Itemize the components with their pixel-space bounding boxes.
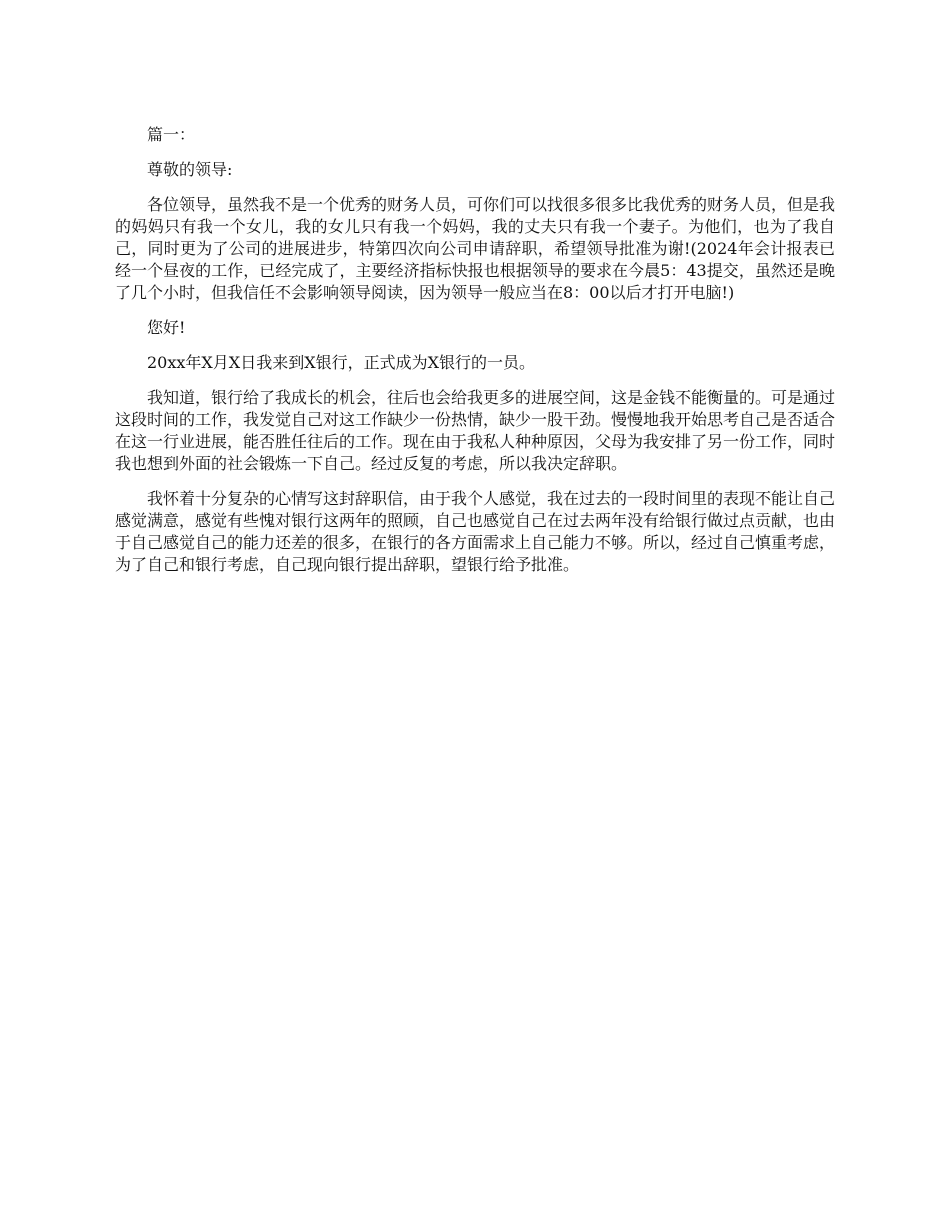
salutation: 尊敬的领导: — [147, 160, 233, 179]
body-paragraph: 20xx年X月X日我来到X银行，正式成为X银行的一员。 — [147, 353, 535, 372]
body-paragraph: 我怀着十分复杂的心情写这封辞职信，由于我个人感觉，我在过去的一段时间里的表现不能让自己感觉满意，感觉有些愧对银行这两年的照顾，自己也感觉自己在过去两年没有给银行做过点贡献，也由于自己感觉自己的能力还差的很多，在银行的各方面需求上自己能力不够。所以，经过自己慎重考虑，为了自己和银行考虑，自己现向银行提出辞职，望银行给予批准。 — [115, 489, 836, 574]
section-heading: 篇一： — [147, 125, 196, 144]
body-paragraph: 我知道，银行给了我成长的机会，往后也会给我更多的进展空间，这是金钱不能衡量的。可是通过这段时间的工作，我发觉自己对这工作缺少一份热情，缺少一股干劲。慢慢地我开始思考自己是否适合在这一行业进展，能否胜任往后的工作。现在由于我私人种种原因，父母为我安排了另一份工作，同时我也想到外面的社会锻炼一下自己。经过反复的考虑，所以我决定辞职。 — [115, 388, 836, 473]
document-page — [115, 124, 835, 589]
body-paragraph: 各位领导，虽然我不是一个优秀的财务人员，可你们可以找很多很多比我优秀的财务人员，但是我的妈妈只有我一个女儿，我的女儿只有我一个妈妈，我的丈夫只有我一个妻子。为他们，也为了我自己，同时更为了公司的进展进步，特第四次向公司申请辞职，希望领导批准为谢!(2024年会计报表已经一个昼夜的工作，已经完成了，主要经济指标快报也根据领导的要求在今晨5：43提交，虽然还是晚了几个小时，但我信任不会影响领导阅读，因为领导一般应当在8：00以后才打开电脑!) — [115, 195, 836, 302]
greeting: 您好! — [147, 318, 186, 337]
